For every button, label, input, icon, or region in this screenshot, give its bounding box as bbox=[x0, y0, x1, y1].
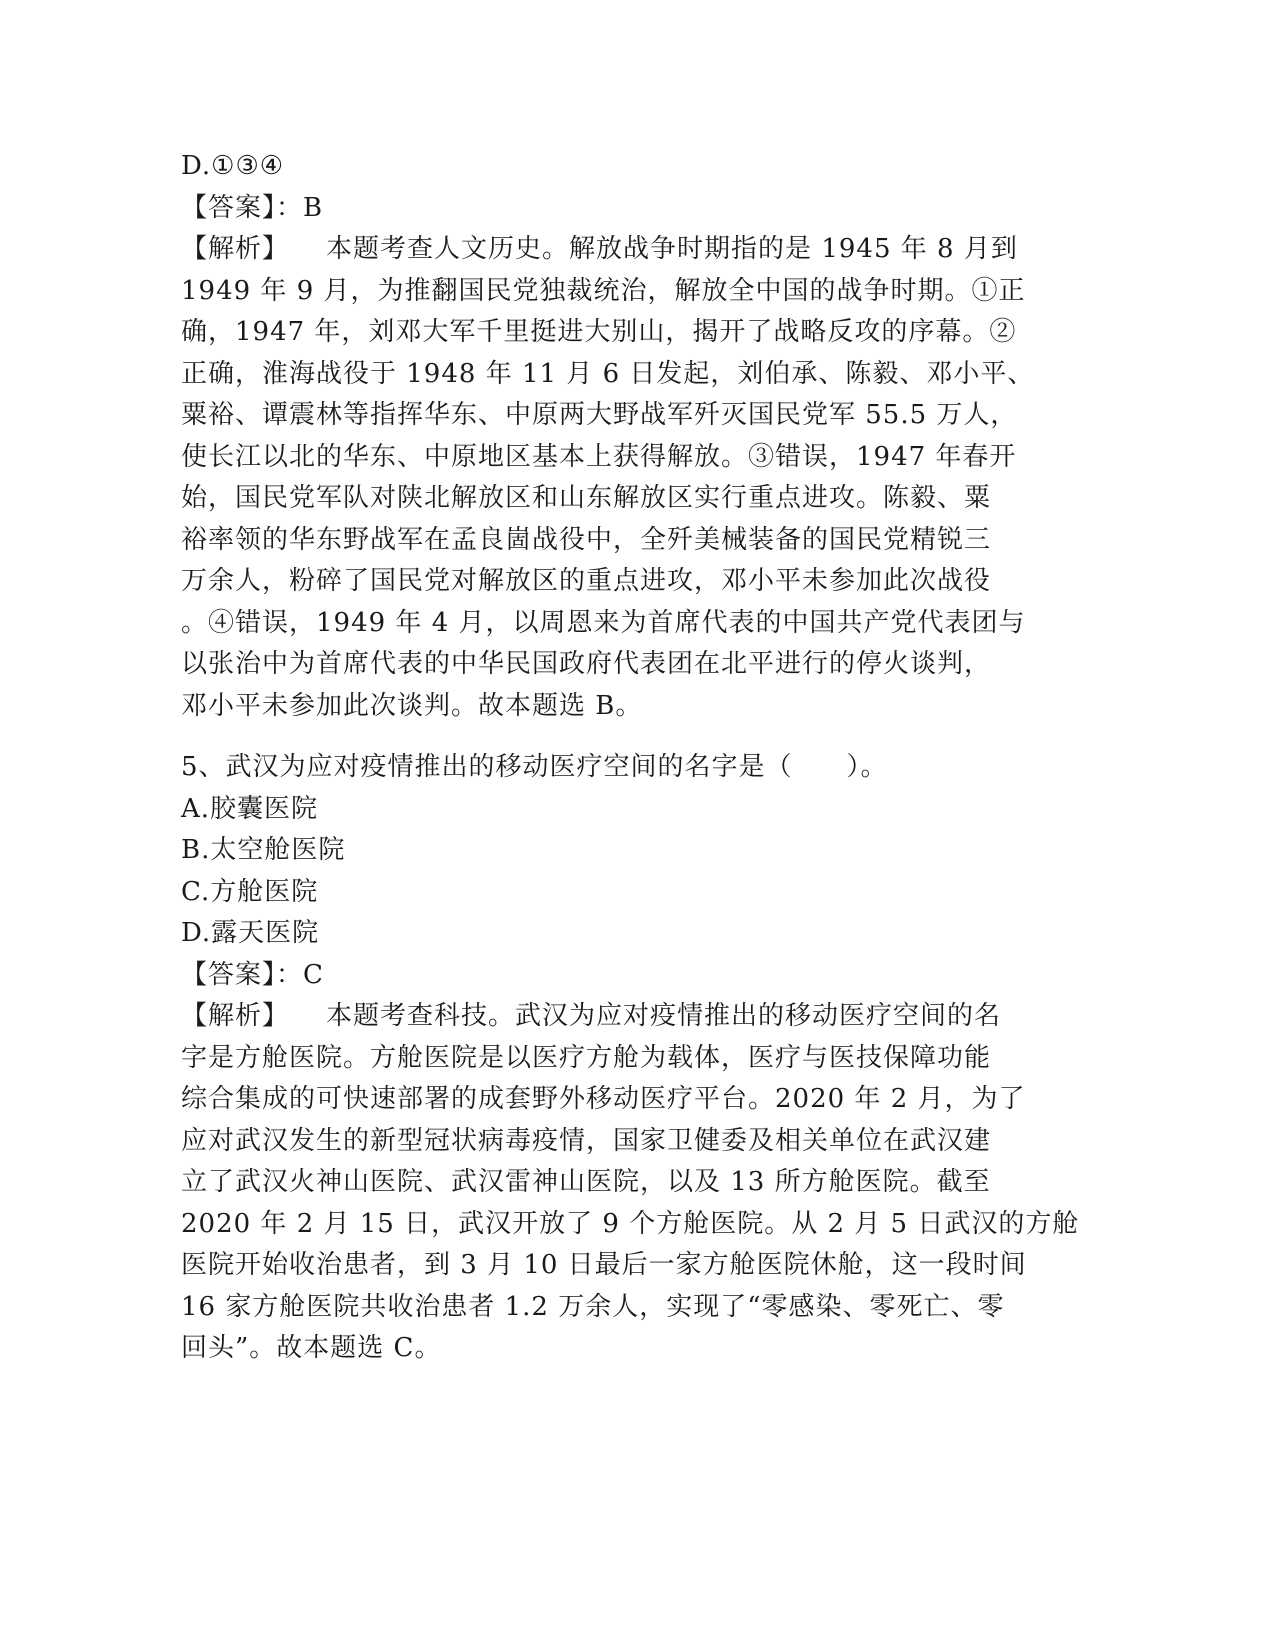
document-page bbox=[181, 146, 1080, 1370]
analysis-line: 16 家方舱医院共收治患者 1.2 万余人，实现了“零感染、零死亡、零 bbox=[181, 1291, 1005, 1322]
analysis-line: 应对武汉发生的新型冠状病毒疫情，国家卫健委及相关单位在武汉建 bbox=[181, 1125, 992, 1156]
analysis-line: 1949 年 9 月，为推翻国民党独裁统治，解放全中国的战争时期。①正 bbox=[181, 275, 1026, 306]
q4-analysis bbox=[181, 229, 1041, 727]
analysis-line: 【解析】 本题考查科技。武汉为应对疫情推出的移动医疗空间的名 bbox=[181, 1001, 1002, 1031]
analysis-line: 始，国民党军队对陕北解放区和山东解放区实行重点进攻。陈毅、粟 bbox=[181, 483, 992, 513]
analysis-line: 邓小平未参加此次谈判。故本题选 B。 bbox=[181, 690, 643, 721]
analysis-line: 立了武汉火神山医院、武汉雷神山医院，以及 13 所方舱医院。截至 bbox=[181, 1167, 991, 1197]
analysis-line: 确，1947 年，刘邓大军千里挺进大别山，揭开了战略反攻的序幕。② bbox=[181, 317, 1017, 347]
analysis-line: 裕率领的华东野战军在孟良崮战役中，全歼美械装备的国民党精锐三 bbox=[181, 524, 992, 555]
q4-answer: 【答案】：B bbox=[181, 192, 324, 223]
analysis-line: 字是方舱医院。方舱医院是以医疗方舱为载体，医疗与医技保障功能 bbox=[181, 1042, 992, 1073]
q5-option-c: C.方舱医院 bbox=[181, 876, 319, 907]
analysis-line: 回头”。故本题选 C。 bbox=[181, 1333, 442, 1363]
q5-option-d: D.露天医院 bbox=[181, 918, 320, 948]
analysis-line: 万余人，粉碎了国民党对解放区的重点进攻，邓小平未参加此次战役 bbox=[181, 566, 992, 596]
q4-option-d: D.①③④ bbox=[181, 151, 285, 181]
analysis-line: 综合集成的可快速部署的成套野外移动医疗平台。2020 年 2 月，为了 bbox=[181, 1084, 1026, 1114]
analysis-line: 正确，淮海战役于 1948 年 11 月 6 日发起，刘伯承、陈毅、邓小平、 bbox=[181, 358, 1035, 389]
analysis-line: 。④错误，1949 年 4 月，以周恩来为首席代表的中国共产党代表团与 bbox=[181, 607, 1026, 638]
analysis-line: 粟裕、谭震林等指挥华东、中原两大野战军歼灭国民党军 55.5 万人， bbox=[181, 400, 1018, 430]
analysis-line: 2020 年 2 月 15 日，武汉开放了 9 个方舱医院。从 2 月 5 日武汉的方舱 bbox=[181, 1208, 1080, 1239]
analysis-line: 使长江以北的华东、中原地区基本上获得解放。③错误，1947 年春开 bbox=[181, 441, 1017, 472]
q5-analysis bbox=[181, 996, 1080, 1370]
q5-answer: 【答案】：C bbox=[181, 959, 324, 990]
q5-option-a: A.胶囊医院 bbox=[181, 793, 319, 824]
q5-option-b: B.太空舱医院 bbox=[181, 835, 346, 865]
section-gap bbox=[181, 727, 1041, 747]
analysis-line: 以张治中为首席代表的中华民国政府代表团在北平进行的停火谈判， bbox=[181, 649, 992, 679]
analysis-line: 医院开始收治患者，到 3 月 10 日最后一家方舱医院休舱，这一段时间 bbox=[181, 1250, 1027, 1280]
q5-question: 5、武汉为应对疫情推出的移动医疗空间的名字是（ ）。 bbox=[181, 752, 888, 782]
analysis-line: 【解析】 本题考查人文历史。解放战争时期指的是 1945 年 8 月到 bbox=[181, 234, 1018, 264]
